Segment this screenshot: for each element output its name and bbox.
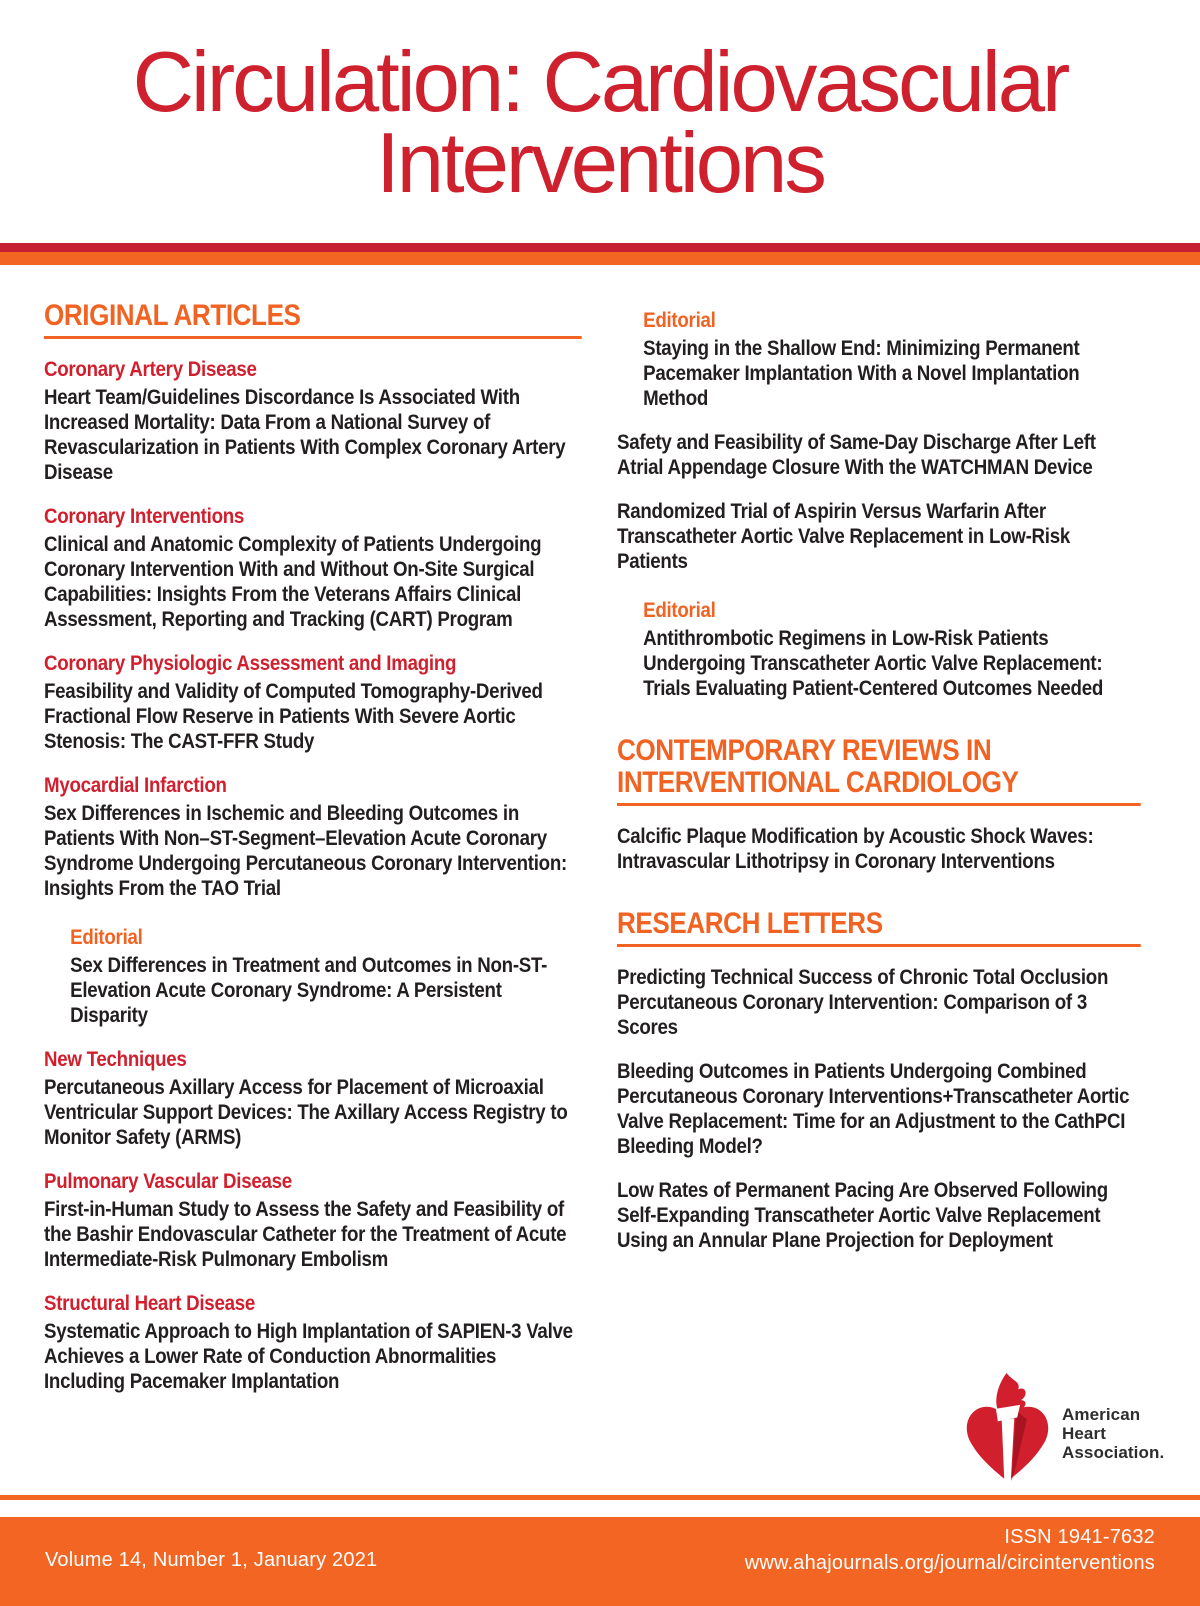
- journal-title-line1: Circulation: Cardiovascular: [132, 35, 1068, 130]
- editorial-title: Sex Differences in Treatment and Outcomes in Non-ST-Elevation Acute Coronary Syndrome: A Persistent Disparity: [70, 953, 548, 1027]
- aha-logo-wordmark: [1062, 1405, 1164, 1462]
- editorial-block: [643, 308, 1141, 411]
- section-heading-original-articles: ORIGINAL ARTICLES: [44, 300, 582, 339]
- aha-logo: [962, 1372, 1164, 1495]
- article-title: Low Rates of Permanent Pacing Are Observed Following Self-Expanding Transcatheter Aortic Valve Replacement Using an Annular Plane Projection for Deployment: [617, 1178, 1108, 1252]
- footer-bar: [0, 1517, 1200, 1606]
- editorial-label: Editorial: [70, 925, 143, 949]
- toc-entry: [617, 824, 1141, 874]
- footer-accent-line: [0, 1495, 1200, 1500]
- aha-word-heart: Heart: [1062, 1424, 1106, 1443]
- toc-entry: [617, 1059, 1141, 1159]
- aha-word-association: Association.: [1062, 1443, 1165, 1462]
- toc-entry: [617, 965, 1141, 1040]
- article-title: Randomized Trial of Aspirin Versus Warfarin After Transcatheter Aortic Valve Replacement in Low-Risk Patients: [617, 499, 1071, 573]
- toc-entry: [44, 1291, 582, 1394]
- article-title: Calcific Plaque Modification by Acoustic Shock Waves: Intravascular Lithotripsy in Coronary Interventions: [617, 824, 1094, 873]
- editorial-label: Editorial: [643, 598, 716, 622]
- section-heading-contemporary-reviews: CONTEMPORARY REVIEWS IN INTERVENTIONAL CARDIOLOGY: [617, 735, 1141, 806]
- editorial-block: [643, 598, 1141, 701]
- toc-entry: [44, 773, 582, 1028]
- toc-entry: [44, 651, 582, 754]
- article-title: First-in-Human Study to Assess the Safety and Feasibility of the Bashir Endovascular Catheter for the Treatment of Acute Intermediate-Risk Pulmonary Embolism: [44, 1197, 567, 1271]
- footer-issn: ISSN 1941-7632: [1004, 1526, 1155, 1548]
- category-label: Myocardial Infarction: [44, 773, 227, 797]
- article-title: Feasibility and Validity of Computed Tomography-Derived Fractional Flow Reserve in Patients With Severe Aortic Stenosis: The CAST-FFR Study: [44, 679, 543, 753]
- journal-title-line2: Interventions: [376, 116, 824, 211]
- category-label: Pulmonary Vascular Disease: [44, 1169, 292, 1193]
- editorial-block: [70, 925, 582, 1028]
- category-label: Structural Heart Disease: [44, 1291, 256, 1315]
- toc-left-column: [44, 300, 582, 1413]
- section-heading-research-letters: RESEARCH LETTERS: [617, 908, 1141, 947]
- article-title: Percutaneous Axillary Access for Placement of Microaxial Ventricular Support Devices: The Axillary Access Registry to Monitor Safety (ARMS): [44, 1075, 568, 1149]
- category-label: New Techniques: [44, 1047, 187, 1071]
- category-label: Coronary Physiologic Assessment and Imaging: [44, 651, 457, 675]
- footer-right-text: [745, 1524, 1155, 1576]
- editorial-label: Editorial: [643, 308, 716, 332]
- category-label: Coronary Artery Disease: [44, 357, 257, 381]
- orange-divider-bar: [0, 252, 1200, 265]
- toc-entry: [44, 357, 582, 485]
- footer-volume-text: Volume 14, Number 1, January 2021: [45, 1549, 378, 1571]
- toc-entry: [617, 1178, 1141, 1253]
- editorial-title: Staying in the Shallow End: Minimizing Permanent Pacemaker Implantation With a Novel Implantation Method: [643, 336, 1080, 410]
- toc-entry: [617, 430, 1141, 480]
- editorial-title: Antithrombotic Regimens in Low-Risk Patients Undergoing Transcatheter Aortic Valve Replacement: Trials Evaluating Patient-Centered Outcomes Needed: [643, 626, 1104, 700]
- article-title: Safety and Feasibility of Same-Day Discharge After Left Atrial Appendage Closure With the WATCHMAN Device: [617, 430, 1096, 479]
- category-label: Coronary Interventions: [44, 504, 245, 528]
- toc-entry: [44, 1047, 582, 1150]
- red-divider-bar: [0, 243, 1200, 252]
- toc-right-column: [617, 303, 1141, 1272]
- aha-word-american: American: [1062, 1405, 1141, 1424]
- aha-heart-torch-icon: [962, 1372, 1054, 1495]
- toc-entry: [617, 499, 1141, 574]
- article-title: Heart Team/Guidelines Discordance Is Associated With Increased Mortality: Data From a National Survey of Revascularization in Patients With Complex Coronary Artery Disease: [44, 385, 566, 484]
- article-title: Bleeding Outcomes in Patients Undergoing Combined Percutaneous Coronary Interventions+Transcatheter Aortic Valve Replacement: Time for an Adjustment to the CathPCI Bleeding Model?: [617, 1059, 1130, 1158]
- article-title: Predicting Technical Success of Chronic Total Occlusion Percutaneous Coronary Intervention: Comparison of 3 Scores: [617, 965, 1109, 1039]
- article-title: Systematic Approach to High Implantation of SAPIEN-3 Valve Achieves a Lower Rate of Conduction Abnormalities Including Pacemaker Implantation: [44, 1319, 573, 1393]
- article-title: Clinical and Anatomic Complexity of Patients Undergoing Coronary Intervention With and Without On-Site Surgical Capabilities: Insights From the Veterans Affairs Clinical Assessment, Reporting and Tracking (CART) Program: [44, 532, 542, 631]
- toc-entry: [44, 1169, 582, 1272]
- footer-journal-url: www.ahajournals.org/journal/circinterventions: [744, 1552, 1155, 1574]
- journal-title: [0, 0, 1200, 211]
- toc-entry: [44, 504, 582, 632]
- article-title: Sex Differences in Ischemic and Bleeding Outcomes in Patients With Non–ST-Segment–Elevation Acute Coronary Syndrome Undergoing Percutaneous Coronary Intervention: Insights From the TAO Trial: [44, 801, 567, 900]
